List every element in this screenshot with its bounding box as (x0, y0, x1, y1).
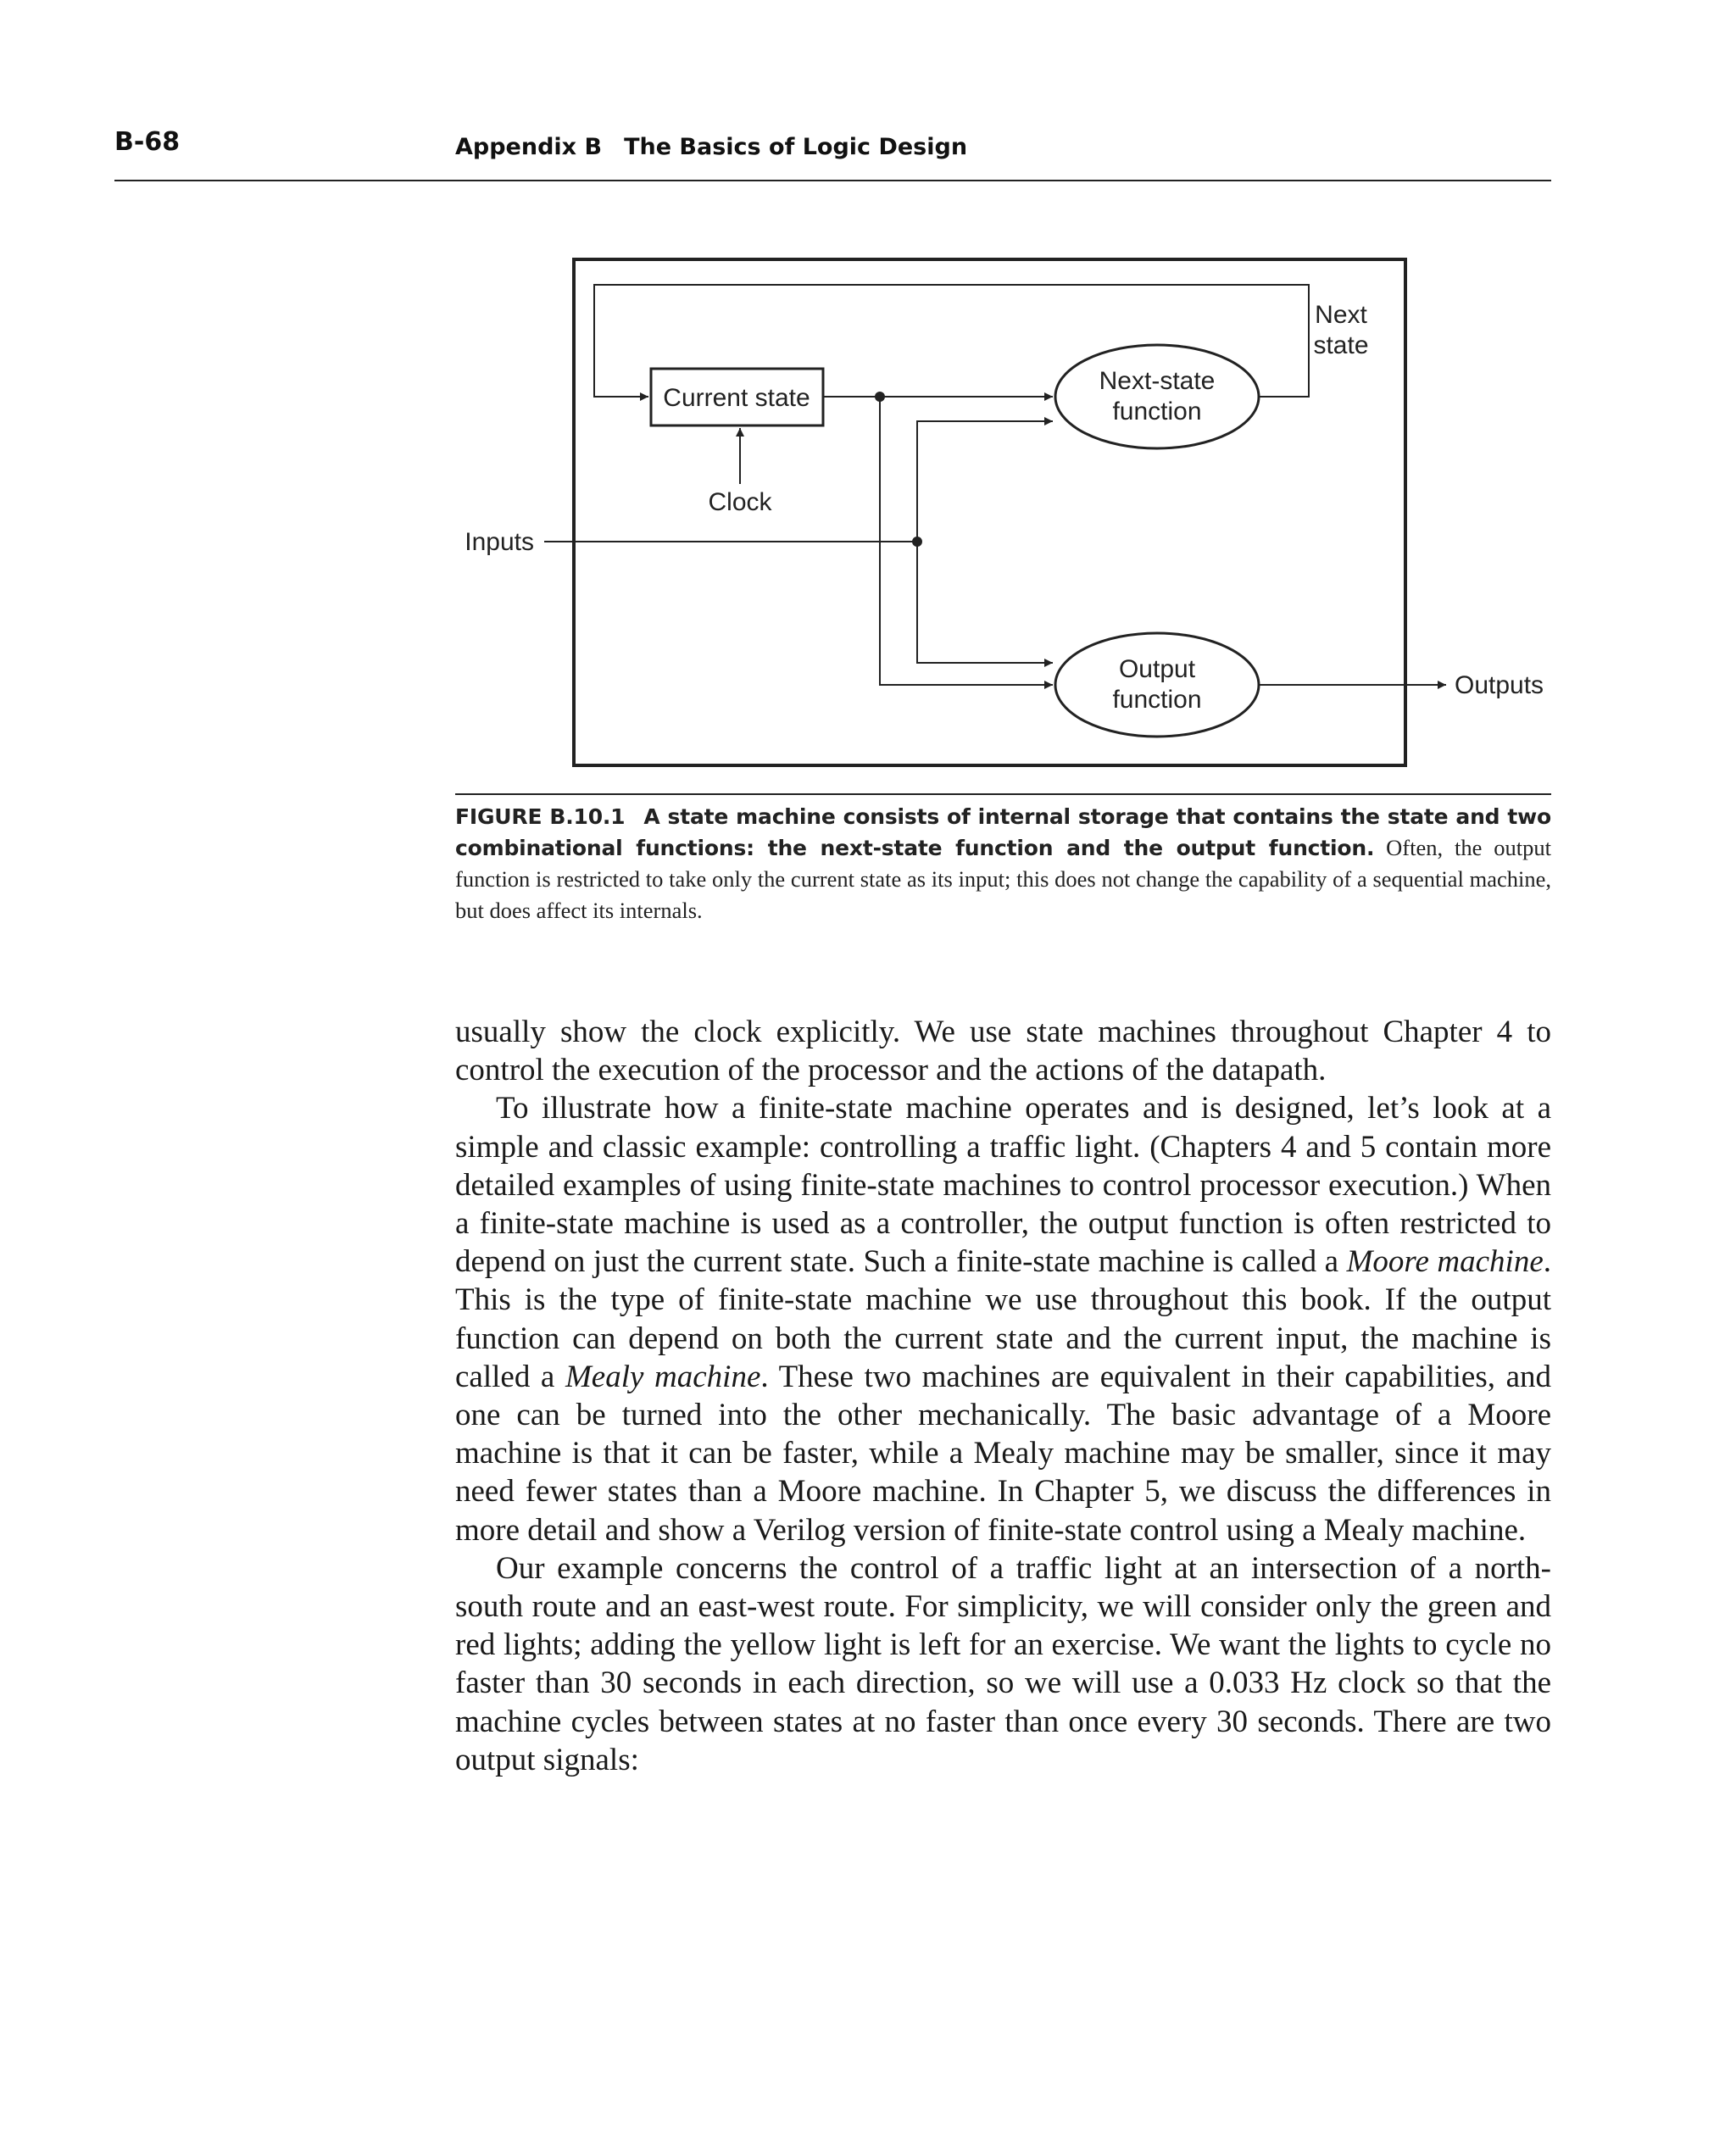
paragraph-2-part-a: To illustrate how a finite-state machine operates and is designed, let’s look at a simple and classic example: controlling a traffic light. (Chapters 4 and 5 contain more detailed examples of using finite-state machines to control processor execution.) When a finite-state machine is used as a controller, the output function is often restricted to depend on just the current state. Such a finite-state machine is called a (455, 1091, 1551, 1280)
inputs-to-output-line (917, 542, 1053, 663)
state-machine-figure (449, 250, 1560, 784)
term-mealy-machine: Mealy machine (565, 1359, 761, 1394)
page-number: B-68 (114, 127, 181, 157)
next-state-function-label-line2: function (1112, 398, 1202, 425)
header-rule (114, 180, 1551, 181)
appendix-label: Appendix B (455, 134, 603, 160)
term-moore-machine: Moore machine (1346, 1244, 1544, 1280)
chapter-title: The Basics of Logic Design (624, 134, 968, 160)
caption-bold-text: A state machine consists of internal storage that contains the state and two combinational functions: the next-state function and the output function. (455, 804, 1551, 860)
paragraph-2-part-b: . This is the type of finite-state machine we use throughout this book. If the output function can depend on both the current state and the current input, the machine is called a (455, 1244, 1551, 1394)
state-machine-diagram (449, 250, 1560, 784)
next-state-function-label-line1: Next-state (1099, 367, 1216, 395)
paragraph-2-part-c: . These two machines are equivalent in their capabilities, and one can be turned into the other mechanically. The basic advantage of a Moore machine is that it can be faster, while a Mealy machine may be smaller, since it may need fewer states than a Moore machine. In Chapter 5, we discuss the differences in more detail and show a Verilog version of finite-state control using a Mealy machine. (455, 1359, 1552, 1548)
paragraph-2 (455, 1089, 1551, 1549)
caption-rule (455, 793, 1551, 795)
outputs-label: Outputs (1455, 671, 1544, 699)
clock-label: Clock (708, 488, 772, 516)
next-state-label-line1: Next (1315, 301, 1367, 329)
figure-label: FIGURE B.10.1 (455, 804, 626, 829)
current-state-label: Current state (663, 384, 810, 412)
figure-frame (574, 259, 1405, 765)
inputs-label: Inputs (465, 528, 534, 556)
paragraph-3: Our example concerns the control of a traffic light at an intersection of a north-south route and an east-west route. For simplicity, we will consider only the green and red lights; adding the yellow light is left for an exercise. We want the lights to cycle no faster than 30 seconds in each direction, so we will use a 0.033 Hz clock so that the machine cycles between states at no faster than once every 30 seconds. There are two output signals: (455, 1550, 1551, 1777)
figure-caption (455, 801, 1551, 926)
next-state-function-ellipse (1055, 345, 1259, 448)
inputs-to-next-state-line (917, 421, 1053, 542)
output-function-label-line2: function (1112, 686, 1202, 714)
caption-text: Often, the output function is restricted to take only the current state as its input; this does not change the capability of a sequential machine, but does affect its internals. (455, 835, 1551, 923)
next-state-label-line2: state (1313, 331, 1369, 359)
body-text (455, 1013, 1551, 1779)
output-function-ellipse (1055, 633, 1259, 737)
output-function-label-line1: Output (1118, 655, 1196, 683)
paragraph-1: usually show the clock explicitly. We use state machines throughout Chapter 4 to control the execution of the processor and the actions of the datapath. (455, 1015, 1551, 1088)
running-head (455, 134, 967, 160)
